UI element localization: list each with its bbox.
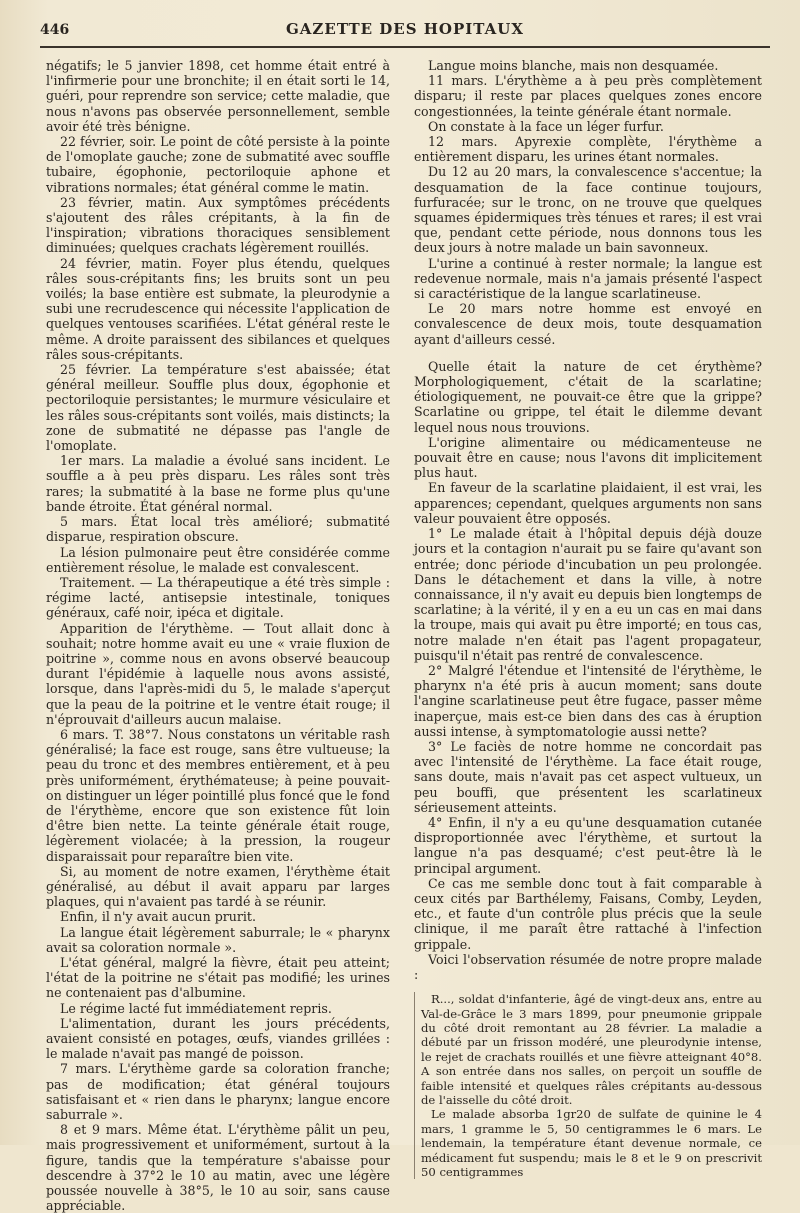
paragraph: 11 mars. L'érythème a à peu près complètement disparu; il reste par places quelques zones encore congestionnées, la teinte générale étant normale. bbox=[414, 73, 762, 119]
paragraph: 22 février, soir. Le point de côté persiste à la pointe de l'omoplate gauche; zone de submatité avec souffle tubaire, égophonie, pectoriloquie aphone et vibrations normales; état général comme le matin. bbox=[46, 134, 390, 195]
paragraph: 6 mars. T. 38°7. Nous constatons un véritable rash généralisé; la face est rouge, sans être vultueuse; la peau du tronc et des membres entièrement, et à peu près uniformément, érythémateuse; à peine pouvait-on distinguer un léger pointillé plus foncé que le fond de l'érythème, encore que son existence fût loin d'être bien nette. La teinte générale était rouge, légèrement violacée; à la pression, la rougeur disparaissait pour reparaître bien vite. bbox=[46, 726, 390, 864]
paragraph: L'origine alimentaire ou médicamenteuse ne pouvait être en cause; nous l'avons dit implicitement plus haut. bbox=[414, 434, 762, 481]
paragraph: Langue moins blanche, mais non desquamée. bbox=[428, 58, 719, 73]
paragraph: 24 février, matin. Foyer plus étendu, quelques râles sous-crépitants fins; les bruits sont un peu voilés; la base entière est submate, la pleurodynie a subi une recrudescence qui nécessite l'application de quelques ventouses scarifiées. L'état général reste le même. A droite paraissent des sibilances et quelques râles sous-crépitants. bbox=[46, 255, 390, 362]
observation-paragraph: Le malade absorba 1gr20 de sulfate de quinine le 4 mars, 1 gramme le 5, 50 centigrammes le 6 mars. Le lendemain, la température étant devenue normale, ce médicament fut suspendu; mais le 8 et le 9 on prescrivit 50 centigrammes bbox=[421, 1107, 762, 1180]
paragraph: Le 20 mars notre homme est envoyé en convalescence de deux mois, toute desquamation ayant d'ailleurs cessé. bbox=[414, 301, 762, 347]
paragraph: 25 février. La température s'est abaissée; état général meilleur. Souffle plus doux, égophonie et pectoriloquie persistantes; le murmure vésiculaire et les râles sous-crépitants sont voilés, mais distincts; la zone de submatité ne dépasse pas l'angle de l'omoplate. bbox=[46, 362, 390, 454]
paragraph: Voici l'observation résumée de notre propre malade : bbox=[414, 951, 762, 982]
paragraph: Enfin, il n'y avait aucun prurit. bbox=[60, 909, 256, 925]
paragraph: 1° Le malade était à l'hôpital depuis déjà douze jours et la contagion n'aurait pu se faire qu'avant son entrée; donc période d'incubation un peu prolongée. Dans le détachement et dans la ville, à notre connaissance, il n'y avait eu depuis bien longtemps de scarlatine; à la vérité, il y en a eu un cas en mai dans la troupe, mais qui avait pu être importé; en tous cas, notre malade n'en était pas l'agent propagateur, puisqu'il n'était pas rentré de convalescence. bbox=[414, 526, 762, 663]
paragraph: Du 12 au 20 mars, la convalescence s'accentue; la desquamation de la face continue toujours, furfuracée; sur le tronc, on ne trouve que quelques squames épidermiques très ténues et rares; il est vrai que, pendant cette période, nous donnons tous les deux jours à notre malade un bain savonneux. bbox=[414, 164, 762, 256]
paragraph: 1er mars. La maladie a évolué sans incident. Le souffle a à peu près disparu. Les râles sont très rares; la submatité à la base ne forme plus qu'une bande étroite. État général normal. bbox=[46, 453, 390, 514]
right-column bbox=[414, 58, 762, 1179]
paragraph: 8 et 9 mars. Même état. L'érythème pâlit un peu, mais progressivement et uniformément, surtout à la figure, tandis que la température s'abaisse pour descendre à 37°2 le 10 au matin, avec une légère poussée nouvelle à 38°5, le 10 au soir, sans cause appréciable. bbox=[46, 1122, 390, 1213]
paragraph: 23 février, matin. Aux symptômes précédents s'ajoutent des râles crépitants, à la fin de l'inspiration; vibrations thoraciques sensiblement diminuées; quelques crachats légèrement rouillés. bbox=[46, 194, 390, 256]
paragraph: Quelle était la nature de cet érythème? Morphologiquement, c'était de la scarlatine; étiologiquement, ne pouvait-ce être que la grippe? Scarlatine ou grippe, tel était le dilemme devant lequel nous nous trouvions. bbox=[414, 358, 762, 435]
paragraph: Si, au moment de notre examen, l'érythème était généralisé, au début il avait apparu par larges plaques, qui n'avaient pas tardé à se réunir. bbox=[46, 863, 390, 910]
paragraph: 7 mars. L'érythème garde sa coloration franche; pas de modification; état général toujours satisfaisant et « rien dans le pharynx; langue encore saburrale ». bbox=[46, 1061, 390, 1123]
paragraph: La langue était légèrement saburrale; le « pharynx avait sa coloration normale ». bbox=[46, 924, 390, 955]
paragraph: 2° Malgré l'étendue et l'intensité de l'érythème, le pharynx n'a été pris à aucun moment; sans doute l'angine scarlatineuse peut être fugace, passer même inaperçue, mais est-ce bien dans des cas à éruption aussi intense, à symptomatologie aussi nette? bbox=[414, 662, 762, 739]
paragraph: 3° Le faciès de notre homme ne concordait pas avec l'intensité de l'érythème. La face était rouge, sans doute, mais n'avait pas cet aspect vultueux, un peu bouffi, que présentent les scarlatineux sérieusement atteints. bbox=[414, 738, 762, 815]
paragraph: Le régime lacté fut immédiatement repris. bbox=[60, 1000, 332, 1016]
paragraph: La lésion pulmonaire peut être considérée comme entièrement résolue, le malade est convalescent. bbox=[46, 544, 390, 575]
observation-block bbox=[414, 992, 762, 1179]
paragraph: 12 mars. Apyrexie complète, l'érythème a entièrement disparu, les urines étant normales. bbox=[414, 134, 762, 165]
paragraph: Ce cas me semble donc tout à fait comparable à ceux cités par Barthélemy, Faisans, Comby, Leyden, etc., et faute d'un contrôle plus précis que la seule clinique, il me paraît être rattaché à l'infection grippale. bbox=[414, 875, 762, 952]
paragraph: L'état général, malgré la fièvre, était peu atteint; l'état de la poitrine ne s'était pas modifié; les urines ne contenaient pas d'albumine. bbox=[46, 954, 390, 1001]
paragraph: L'alimentation, durant les jours précédents, avaient consisté en potages, œufs, viandes grillées : le malade n'avait pas mangé de poisson. bbox=[46, 1015, 390, 1062]
paragraph-treatment: Traitement. — La thérapeutique a été très simple : régime lacté, antisepsie intestinale, toniques généraux, café noir, ipéca et digitale. bbox=[46, 574, 390, 621]
paragraph: En faveur de la scarlatine plaidaient, il est vrai, les apparences; cependant, quelques arguments non sans valeur pouvaient être opposés. bbox=[414, 480, 762, 526]
left-column bbox=[46, 58, 390, 1213]
paragraph: 5 mars. État local très amélioré; submatité disparue, respiration obscure. bbox=[46, 514, 390, 545]
paragraph: 4° Enfin, il n'y a eu qu'une desquamation cutanée disproportionnée avec l'érythème, et surtout la langue n'a pas desquamé; c'est peut-être là le principal argument. bbox=[414, 814, 762, 876]
observation-paragraph: R..., soldat d'infanterie, âgé de vingt-deux ans, entre au Val-de-Grâce le 3 mars 1899, pour pneumonie grippale du côté droit remontant au 28 février. La maladie a débuté par un frisson modéré, une pleurodynie intense, le rejet de crachats rouillés et une fièvre atteignant 40°8. A son entrée dans nos salles, on perçoit un souffle de faible intensité et quelques râles crépitants au-dessous de l'aisselle du côté droit. bbox=[421, 992, 762, 1108]
paragraph: L'urine a continué à rester normale; la langue est redevenue normale, mais n'a jamais présenté l'aspect si caractéristique de la langue scarlatineuse. bbox=[414, 255, 762, 302]
page-number: 446 bbox=[40, 22, 70, 38]
journal-title: GAZETTE DES HOPITAUX bbox=[285, 20, 524, 38]
paragraph: négatifs; le 5 janvier 1898, cet homme était entré à l'infirmerie pour une bronchite; il en était sorti le 14, guéri, pour reprendre son service; cette maladie, que nous n'avons pas observée personnellement, semble avoir été très bénigne. bbox=[46, 58, 390, 134]
paragraph-erythema: Apparition de l'érythème. — Tout allait donc à souhait; notre homme avait eu une « vraie fluxion de poitrine », comme nous en avons observé beaucoup durant l'épidémie à laquelle nous avons assisté, lorsque, dans l'après-midi du 5, le malade s'aperçut que la peau de la poitrine et le ventre était rouge; il n'éprouvait d'ailleurs aucun malaise. bbox=[46, 620, 390, 727]
header-rule bbox=[40, 46, 770, 48]
paragraph: On constate à la face un léger furfur. bbox=[428, 118, 664, 134]
page-header bbox=[40, 18, 770, 44]
